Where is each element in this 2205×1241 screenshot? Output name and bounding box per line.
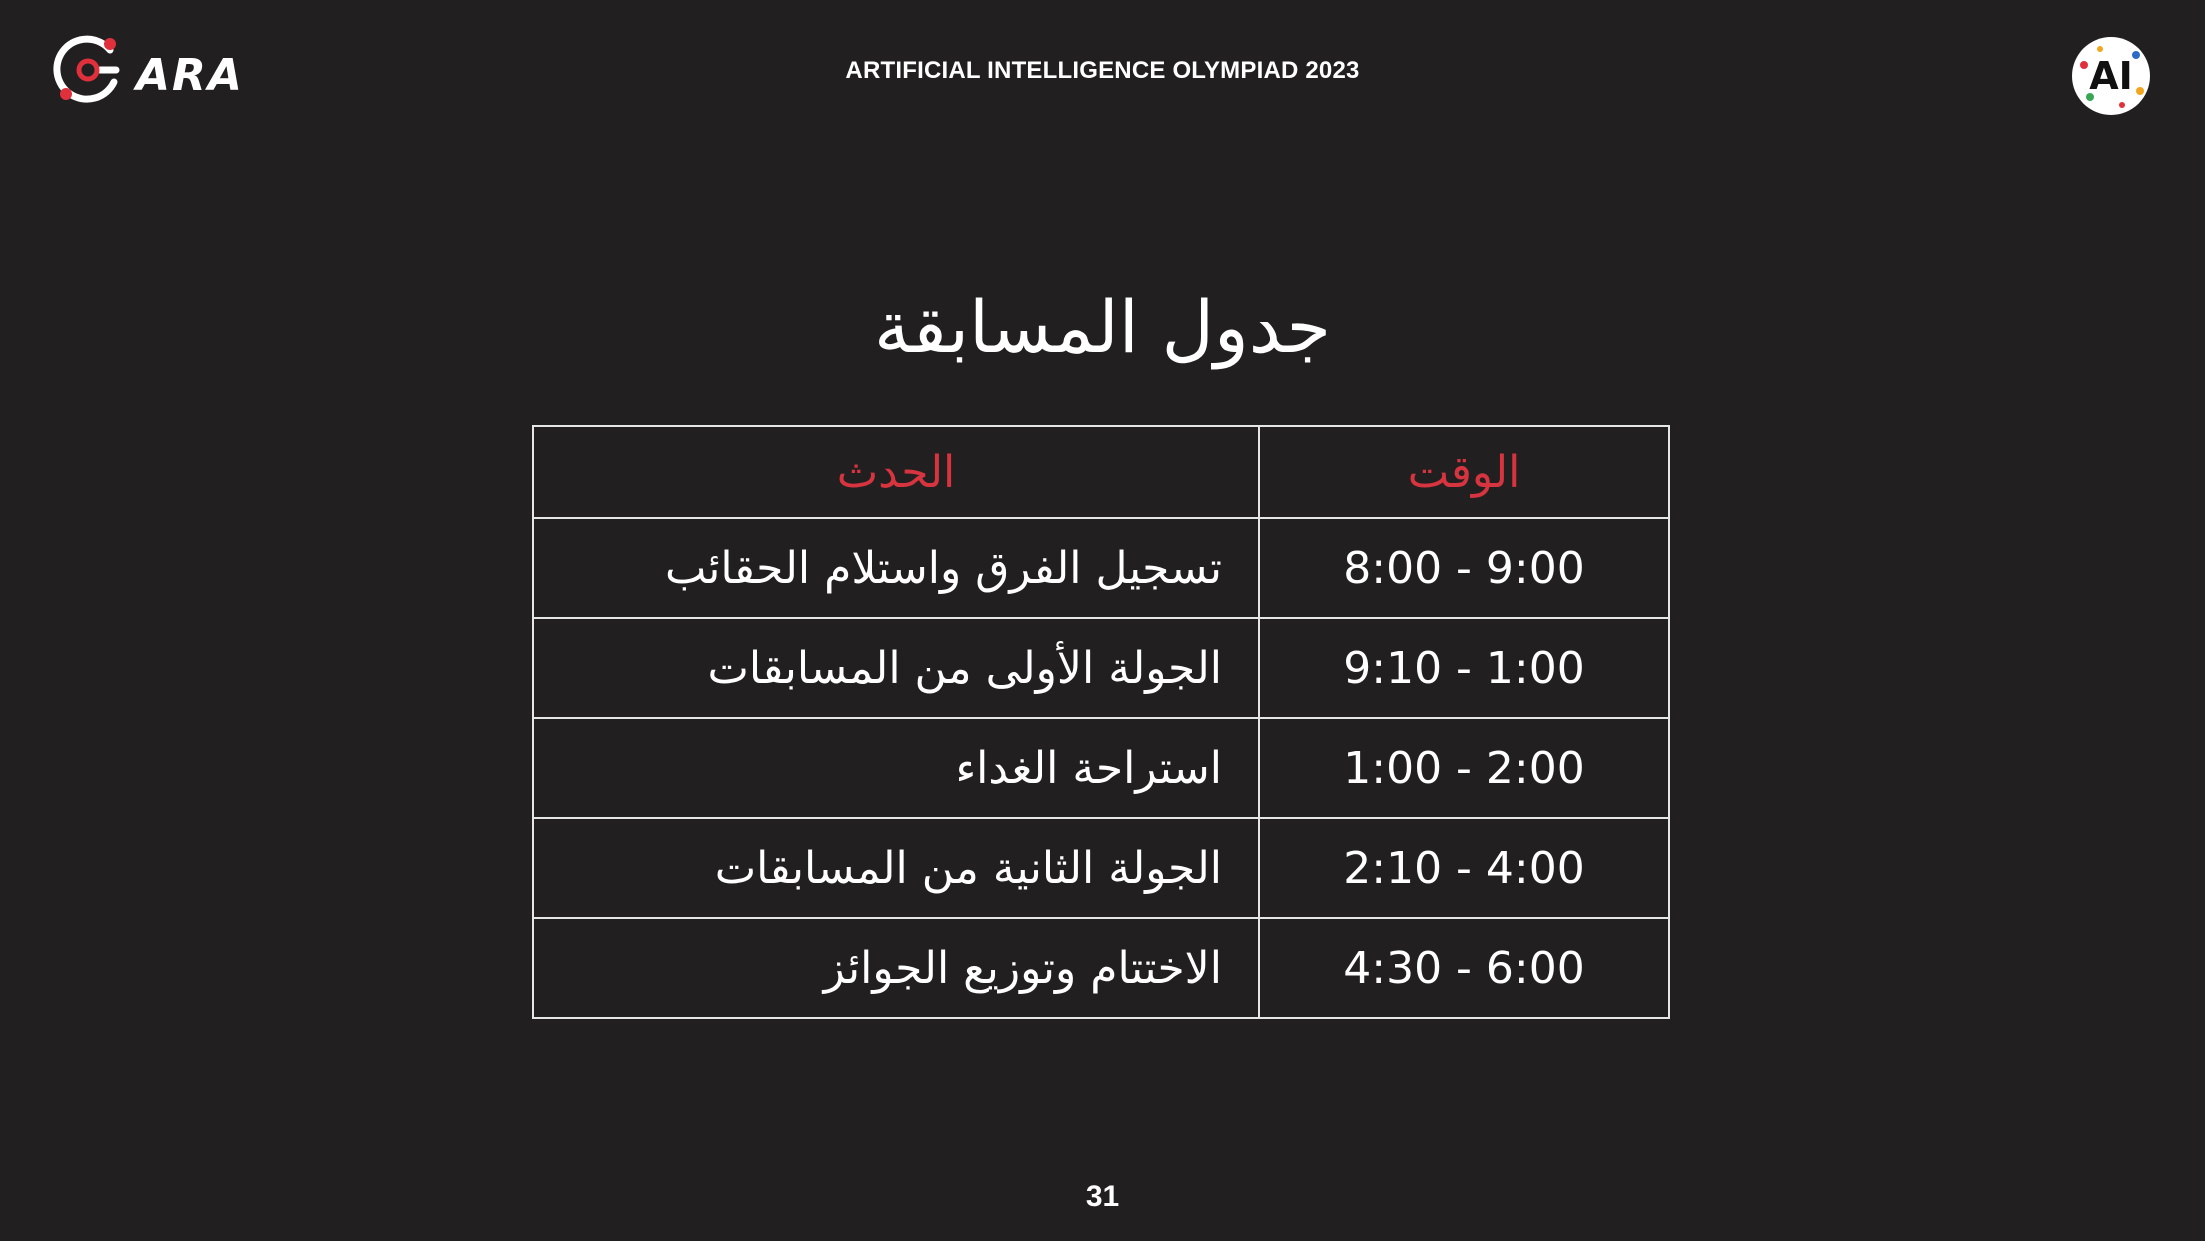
schedule-table (532, 425, 1670, 1019)
header-title: ARTIFICIAL INTELLIGENCE OLYMPIAD 2023 (845, 57, 1360, 84)
table-row (533, 918, 1669, 1018)
ai-logo-graphic (2070, 35, 2152, 117)
time-cell: 2:10 - 4:00 (1259, 818, 1669, 918)
ara-logo-text: ARA (136, 50, 244, 101)
time-cell: 8:00 - 9:00 (1259, 518, 1669, 618)
slide-title: جدول المسابقة (873, 285, 1332, 369)
ai-logo-text: AI (2089, 54, 2133, 98)
event-cell: تسجيل الفرق واستلام الحقائب (533, 518, 1259, 618)
event-cell: استراحة الغداء (533, 718, 1259, 818)
table-row (533, 718, 1669, 818)
event-cell: الجولة الثانية من المسابقات (533, 818, 1259, 918)
table-header-row (533, 426, 1669, 518)
header-time: الوقت (1259, 426, 1669, 518)
table-row (533, 618, 1669, 718)
time-cell: 9:10 - 1:00 (1259, 618, 1669, 718)
event-cell: الجولة الأولى من المسابقات (533, 618, 1259, 718)
table-row (533, 818, 1669, 918)
header-event: الحدث (533, 426, 1259, 518)
time-cell: 1:00 - 2:00 (1259, 718, 1669, 818)
event-cell: الاختتام وتوزيع الجوائز (533, 918, 1259, 1018)
table-row (533, 518, 1669, 618)
page-number: 31 (1085, 1180, 1120, 1213)
time-cell: 4:30 - 6:00 (1259, 918, 1669, 1018)
ai-olympiad-logo (2070, 35, 2152, 117)
